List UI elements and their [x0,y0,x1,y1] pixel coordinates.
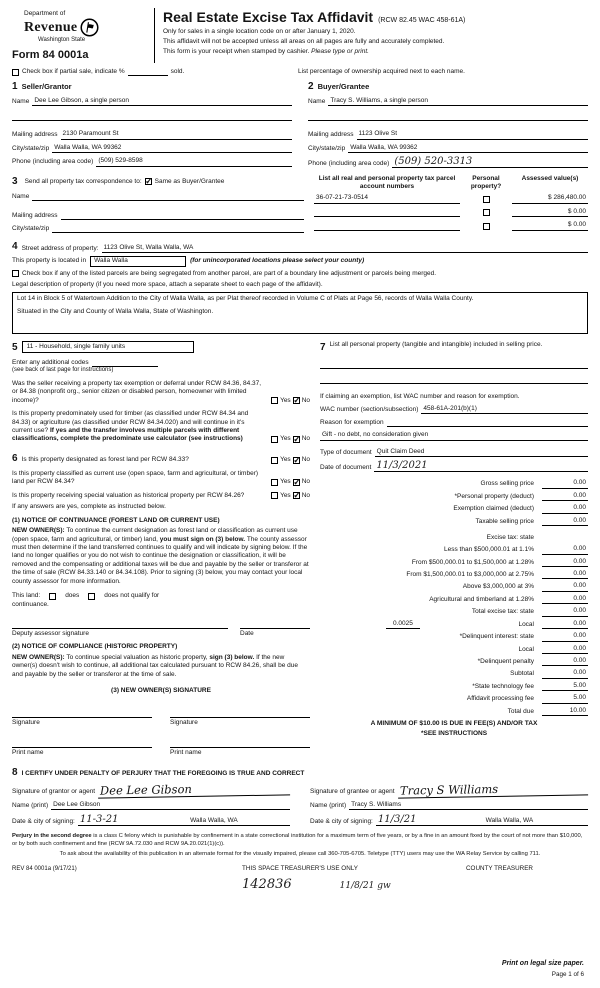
additional-codes-note: (see back of last page for instructions) [12,367,114,374]
does-label: does [65,592,80,600]
grantee-signature-value[interactable]: Tracy S Williams [397,782,588,798]
located-county-select[interactable]: Walla Walla [90,256,186,266]
forest-land-yes-checkbox[interactable] [271,457,278,464]
buyer-name-label: Name [308,97,326,105]
yes-label: Yes [280,478,291,486]
parcel-table [314,175,588,233]
main-two-column [12,341,588,758]
tax-value[interactable]: 10.00 [542,707,588,716]
legal-description-line-1: Lot 14 in Block 5 of Watertown Addition to the City of Walla Walla, as per Plat thereof recorded in Volume C of Plats at Page 56, records of Walla Walla County. [17,294,474,302]
legal-description-label: Legal description of property (if you need more space, attach a separate sheet to each page of the affidavit). [12,281,323,289]
tax-value[interactable]: 0.00 [542,645,588,654]
tax-label: From $1,500,000.01 to $3,000,000 at 2.75% [406,570,534,578]
owner-print-name-field-1[interactable] [12,738,152,748]
perjury-statement [12,833,588,848]
continuance-label: continuance. [12,600,49,608]
tax-label: From $500,000.01 to $1,500,000 at 1.28% [411,558,534,566]
partial-sale-suffix: sold. [170,67,185,75]
grantor-name-print-value[interactable]: Dee Lee Gibson [51,801,290,810]
exemption-claim-note: If claiming an exemption, list WAC number and reason for exemption. [320,392,520,400]
personal-property-checkbox[interactable] [483,223,490,230]
tax-label: *Personal property (deduct) [454,492,534,500]
predominate-use-yes-checkbox[interactable] [271,436,278,443]
tax-value[interactable]: 0.00 [542,669,588,678]
date-of-document-label: Date of document [320,463,372,471]
left-column [12,341,310,758]
treasurer-stamp-date: 11/8/21 gw [339,880,391,891]
seller-buyer-grid [12,78,588,168]
personal-property-checkbox[interactable] [483,196,490,203]
tax-value[interactable]: 0.00 [542,504,588,513]
correspondence-name-label: Name [12,192,30,200]
owner-print-name-label-1: Print name [12,749,44,757]
grantee-date-value[interactable]: 11/3/21 [376,815,431,826]
tax-row-delinquent-penalty [320,657,588,666]
tax-value[interactable]: 0.00 [542,517,588,526]
deputy-assessor-date-field[interactable] [240,620,310,629]
tax-label: Above $3,000,000 at 3% [462,583,534,591]
seller-mailing-value[interactable]: 2130 Paramount St [61,130,292,139]
land-qualify-row [12,592,310,600]
buyer-mailing-value[interactable]: 1123 Olive St [357,130,588,139]
section-2-number: 2 [308,80,314,92]
seller-phone-label: Phone (including area code) [12,158,94,166]
additional-codes-field[interactable] [92,359,158,367]
yes-label: Yes [280,396,291,404]
buyer-city-value[interactable]: Walla Walla, WA 99362 [348,144,588,153]
section-7-head [320,341,588,354]
section-3-number: 3 [12,176,18,188]
section-7-number: 7 [320,341,326,353]
assessed-value[interactable]: $ 0.00 [512,221,588,230]
tax-label: *Delinquent interest: state [459,633,534,641]
dept-revenue-label: Revenue [24,19,78,35]
notice1-text-2: The county assessor must then determine if the land transferred continues to qualify and will indicate by signing below. If the land no longer qualifies or you do not wish to continue the designation or classification, it will be removed and the compensating or additional taxes will be due and payable by the seller or transferor at the time of sale (RCW 84.33.140 or 84.34.108). Prior to signing (3) below, you may contact your local county assessor for more information. [12,535,309,585]
parcel-number-value[interactable]: 36-07-21-73-0514 [314,194,460,203]
tax-value[interactable]: 0.00 [542,570,588,579]
title-block [154,8,588,63]
perjury-bold-text: Perjury in the second degree [12,833,92,840]
does-not-label: does not qualify for [104,592,160,600]
tax-label: Total excise tax: state [471,608,534,616]
ownership-percentage-note: List percentage of ownership acquired next to each name. [298,67,465,75]
tax-row-tier-1 [320,545,588,554]
tax-value[interactable]: 0.00 [542,545,588,554]
no-label: No [301,491,310,499]
tax-row-total-due [320,707,588,716]
buyer-phone-value[interactable]: (509) 520-3313 [392,157,588,168]
tax-label: Local [518,645,534,653]
tax-value[interactable]: 0.00 [542,582,588,591]
reason-for-exemption-value[interactable]: Gift - no debt, no consideration given [320,431,588,440]
alternate-format-note: To ask about the availability of this publication in an alternate format for the visually impaired, please call 360-705-6705. Teletype (TTY) users may use the WA Relay Service by calling 711. [59,850,541,857]
grantee-date-city-label: Date & city of signing: [310,818,373,826]
tax-label: Agricultural and timberland at 1.28% [429,595,534,603]
tax-label: Total due [507,707,534,715]
county-treasurer-label: COUNTY TREASURER [466,865,533,873]
tax-row-delinquent-interest-local [320,645,588,654]
agency-block [12,8,154,63]
section-8-number: 8 [12,766,18,778]
tax-value[interactable]: 0.00 [542,632,588,641]
section-5-number: 5 [12,341,18,353]
located-in-label: This property is located in [12,257,87,265]
correspondence-mailing-label: Mailing address [12,211,58,219]
deputy-assessor-signature-label: Deputy assessor signature [12,630,89,638]
sign-below-bold: sign (3) below. [209,653,255,661]
tax-label: Local [518,620,534,628]
forest-land-question [12,452,310,465]
form-rcw-reference: (RCW 82.45 WAC 458-61A) [378,17,466,24]
seller-name-label: Name [12,97,30,105]
buyer-mailing-label: Mailing address [308,131,354,139]
partial-sale-checkbox[interactable] [12,69,19,76]
tax-label: Taxable selling price [475,517,534,525]
tax-label: *State technology fee [472,682,534,690]
predominate-use-question-text: Is this property predominately used for timber (as classified under RCW 84.34 and 84.33) or agriculture (as classified under RCW 84.34.020) and will continue in it's current use? [12,410,249,435]
tax-row-taxable-price [320,517,588,526]
tax-value-spacer [542,533,588,542]
answers-yes-note: If any answers are yes, complete as instructed below. [12,503,166,511]
grantor-signature-block [12,779,290,827]
local-rate-value[interactable]: 0.0025 [386,620,420,629]
tax-value[interactable]: 0.00 [542,558,588,567]
current-use-no-checkbox[interactable] [293,479,300,486]
personal-property-checkbox[interactable] [483,209,490,216]
tax-row-technology-fee [320,682,588,691]
wac-number-label: WAC number (section/subsection) [320,406,419,414]
buyer-phone-label: Phone (including area code) [308,159,390,167]
assessed-value[interactable]: $ 286,480.00 [512,194,588,203]
rev-form-id: REV 84 0001a (9/17/21) [12,866,77,873]
treasurer-row [12,865,588,874]
notice2-text-1: To continue special valuation as historic property, [64,653,210,661]
street-address-value[interactable]: 1123 Olive St, Walla Walla, WA [102,244,588,253]
partial-sale-label: Check box if partial sale, indicate % [22,67,125,75]
forest-land-question-text: Is this property designated as forest land per RCW 84.33? [21,456,189,464]
personal-property-line-2[interactable] [320,373,588,384]
correspondence-name-field[interactable] [32,192,304,201]
buyer-name-extra-line[interactable] [308,110,588,121]
buyer-city-label: City/state/zip [308,144,346,152]
type-of-document-label: Type of document [320,448,372,456]
historic-no-checkbox[interactable] [293,492,300,499]
yes-label: Yes [280,435,291,443]
grantee-name-print-label: Name (print) [310,802,347,810]
partial-sale-percent-field[interactable] [128,68,168,76]
header [12,8,588,63]
parcel-row [314,194,588,203]
tax-value[interactable]: 0.00 [542,595,588,604]
land-does-not-checkbox[interactable] [88,593,95,600]
new-owners-signature-title: (3) NEW OWNER(S) SIGNATURE [111,687,211,695]
perjury-body-text: is a class C felony which is punishable by confinement in a state correctional institution for a maximum term of five years, or by a fine in an amount fixed by the court of not more than $10,000, or by both such confinement and fine (RCW 9A.72.030 and RCW 9A.20.021(1)(c)). [12,833,583,847]
legal-description-line-2: Situated in the City and County of Walla Walla, State of Washington. [17,308,214,316]
same-as-buyer-checkbox[interactable] [145,178,152,185]
street-address-label: Street address of property: [21,244,99,252]
tax-label: Subtotal [510,670,534,678]
buyer-name-value[interactable]: Tracy S. Williams, a single person [328,97,588,106]
section-3 [12,175,588,233]
new-owners-bold: NEW OWNER(S): [12,527,65,535]
yes-label: Yes [280,491,291,499]
exemption-deferral-question-text: Was the seller receiving a property tax exemption or deferral under RCW 84.36, 84.37, or 84.38 (nonprofit org., senior citizen or disabled person, homeowner with limited income)? [12,379,262,404]
section-4 [12,240,588,333]
personal-property-line-1[interactable] [320,358,588,369]
current-use-yes-checkbox[interactable] [271,479,278,486]
tax-row-agricultural [320,595,588,604]
seller-name-extra-line[interactable] [12,110,292,121]
tax-value[interactable]: 0.00 [542,479,588,488]
section-1-number: 1 [12,80,18,92]
reason-extra-space[interactable] [387,418,588,427]
assessed-value-col-header: Assessed value(s) [521,175,579,183]
owner-signature-field-1[interactable] [12,708,152,718]
tax-label: Gross selling price [480,480,534,488]
exemption-deferral-yes-checkbox[interactable] [271,397,278,404]
parcel-number-value[interactable] [314,222,460,231]
correspondence-city-label: City/state/zip [12,224,50,232]
type-of-document-value[interactable]: Quit Claim Deed [375,448,588,457]
owner-signature-label-2: Signature [170,718,198,726]
grantor-date-value[interactable]: 11-3-21 [78,815,138,826]
tax-row-tier-4 [320,582,588,591]
tax-value[interactable]: 0.00 [542,620,588,629]
grantor-signature-value[interactable]: Dee Lee Gibson [98,782,290,798]
dept-of-label: Department of [24,10,66,17]
historic-property-question [12,492,310,500]
grantee-city-value[interactable]: Walla Walla, WA [431,817,588,826]
notice-continuance-paragraph [12,527,310,586]
grantee-signature-block [310,779,588,827]
print-legal-size-note: Print on legal size paper. [501,959,584,967]
tax-row-subtotal [320,669,588,678]
must-sign-bold: you must sign on (3) below. [159,535,246,543]
correspondence-mailing-field[interactable] [61,211,304,220]
grantee-signature-label: Signature of grantee or agent [310,787,395,795]
correspondence-city-field[interactable] [52,224,304,233]
notice2-text-2: If the new owner(s) doesn't wish to continue, all additional tax calculated pursuant to RCW 84.26, shall be due and payable by the seller or transferor at the time of sale. [12,653,298,678]
wac-number-value[interactable]: 458-61A-201(b)(1) [421,405,588,414]
form-title: Real Estate Excise Tax Affidavit [163,9,374,25]
tax-value[interactable]: 0.00 [542,607,588,616]
same-as-buyer-label: Same as Buyer/Grantee [154,177,225,185]
grantor-signature-label: Signature of grantor or agent [12,787,96,795]
tax-row-local [320,620,588,629]
owner-signature-field-2[interactable] [170,708,310,718]
tax-row-tier-3 [320,570,588,579]
seller-city-label: City/state/zip [12,144,50,152]
exemption-deferral-no-checkbox[interactable] [293,397,300,404]
land-use-code-select[interactable]: 11 - Household, single family units [22,341,194,353]
tax-label: Affidavit processing fee [466,695,534,703]
tax-row-delinquent-interest-state [320,632,588,641]
new-owners-bold-2: NEW OWNER(S): [12,653,65,661]
notice-compliance-title: (2) NOTICE OF COMPLIANCE (HISTORIC PROPERTY) [12,643,178,651]
current-use-question [12,470,310,487]
reason-for-exemption-label: Reason for exemption [320,419,384,427]
notice1-text-1: To continue the current designation as forest land or classification as current use (open space, farm and agricultural, or timber) land, [12,527,298,543]
grantor-name-print-label: Name (print) [12,802,49,810]
see-instructions-note: *SEE INSTRUCTIONS [420,729,488,737]
additional-codes-label: Enter any additional codes [12,358,89,366]
form-number: Form 84 0001a [12,49,89,62]
owner-signature-label-1: Signature [12,718,40,726]
personal-property-list-label: List all personal property (tangible and intangible) included in selling price. [329,340,543,348]
seller-mailing-label: Mailing address [12,131,58,139]
seller-name-value[interactable]: Dee Lee Gibson, a single person [32,97,292,106]
page-number: Page 1 of 6 [551,970,584,978]
predominate-use-no-checkbox[interactable] [293,436,300,443]
this-land-label: This land: [12,592,41,600]
personal-property-col-header: Personal property? [470,175,502,190]
owner-print-name-field-2[interactable] [170,738,310,748]
tax-value[interactable]: 0.00 [542,492,588,501]
section-4-number: 4 [12,241,18,253]
parcel-row [314,221,588,230]
washington-state-label: Washington State [38,37,86,44]
section-8 [12,766,588,827]
notice-compliance-paragraph [12,654,310,679]
tax-label: Exemption claimed (deduct) [453,505,534,513]
dor-logo-icon [80,18,99,37]
buyer-grantee-title: Buyer/Grantee [317,81,370,91]
tax-correspondence-block [12,175,304,233]
seller-grantor-title: Seller/Grantor [21,81,72,91]
seller-phone-value[interactable]: (509) 529-8598 [96,157,292,166]
no-label: No [301,396,310,404]
no-label: No [301,435,310,443]
seller-city-value[interactable]: Walla Walla, WA 99362 [52,144,292,153]
tax-row-tier-2 [320,558,588,567]
segregated-label: Check box if any of the listed parcels are being segregated from another parcel, are part of a boundary line adjustment or parcels being merged. [22,269,437,277]
tax-row-excise-header [320,533,588,542]
new-owners-signature-grid [12,708,310,758]
date-of-document-value[interactable]: 11/3/2021 [374,461,588,472]
land-does-checkbox[interactable] [49,593,56,600]
legal-description-box[interactable] [12,292,588,334]
tax-row-exemption-deduct [320,504,588,513]
parcel-col-header: List all real and personal property tax parcel account numbers [318,175,456,190]
current-use-question-text: Is this property classified as current use (open space, farm and agricultural, or timber) land per RCW 84.34? [12,469,259,486]
predominate-use-question-bold: If yes and the transfer involves multiple parcels with different classifications, complete the predominate use calculator (see instructions) [12,427,243,443]
tax-label: *Delinquent penalty [477,658,534,666]
yes-label: Yes [280,456,291,464]
grantor-city-value[interactable]: Walla Walla, WA [138,817,290,826]
deputy-assessor-signature-field[interactable] [12,620,228,629]
section-6-number: 6 [12,452,18,464]
header-note-1: Only for sales in a single location code on or after January 1, 2020. [163,27,356,35]
no-label: No [301,478,310,486]
right-column [320,341,588,758]
segregated-checkbox[interactable] [12,270,19,277]
tax-value[interactable]: 5.00 [542,694,588,703]
deputy-date-label: Date [240,630,254,638]
owner-print-name-label-2: Print name [170,749,202,757]
tax-value[interactable]: 5.00 [542,682,588,691]
certify-statement: I CERTIFY UNDER PENALTY OF PERJURY THAT THE FOREGOING IS TRUE AND CORRECT [21,769,305,777]
header-note-3-text: This form is your receipt when stamped by cashier. [163,47,310,55]
section-seller [12,78,292,168]
tax-label: Less than $500,000.01 at 1.1% [444,546,534,554]
tax-row-personal-deduct [320,492,588,501]
parcel-number-value[interactable] [314,208,460,217]
partial-sale-row [12,68,588,76]
unincorporated-note: (for unincorporated locations please select your county) [190,257,365,265]
predominate-use-question [12,410,310,444]
no-label: No [301,456,310,464]
treasurer-space-label: THIS SPACE TREASURER'S USE ONLY [242,865,358,873]
tax-row-gross [320,479,588,488]
grantor-date-city-label: Date & city of signing: [12,818,75,826]
historic-yes-checkbox[interactable] [271,492,278,499]
header-note-3 [163,48,588,56]
correspondence-label: Send all property tax correspondence to: [24,177,142,185]
header-note-3-italic: Please type or print. [311,47,369,55]
minimum-due-note: A MINIMUM OF $10.00 IS DUE IN FEE(S) AND/OR TAX [370,720,538,728]
treasurer-stamp-area [12,877,588,894]
tax-row-total-state [320,607,588,616]
section-buyer [308,78,588,168]
notice-continuance-title: (1) NOTICE OF CONTINUANCE (FOREST LAND OR CURRENT USE) [12,516,220,524]
parcel-row [314,208,588,217]
treasurer-stamp-number: 142836 [242,876,292,892]
tax-row-processing-fee [320,694,588,703]
exemption-deferral-question [12,380,310,405]
forest-land-no-checkbox[interactable] [293,457,300,464]
assessed-value[interactable]: $ 0.00 [512,208,588,217]
grantee-name-print-value[interactable]: Tracy S. Williams [349,801,588,810]
header-note-2: This affidavit will not be accepted unless all areas on all pages are fully and accurately completed. [163,37,445,45]
tax-value[interactable]: 0.00 [542,657,588,666]
historic-property-question-text: Is this property receiving special valuation as historical property per RCW 84.26? [12,491,245,499]
tax-label: Excise tax: state [486,533,534,541]
